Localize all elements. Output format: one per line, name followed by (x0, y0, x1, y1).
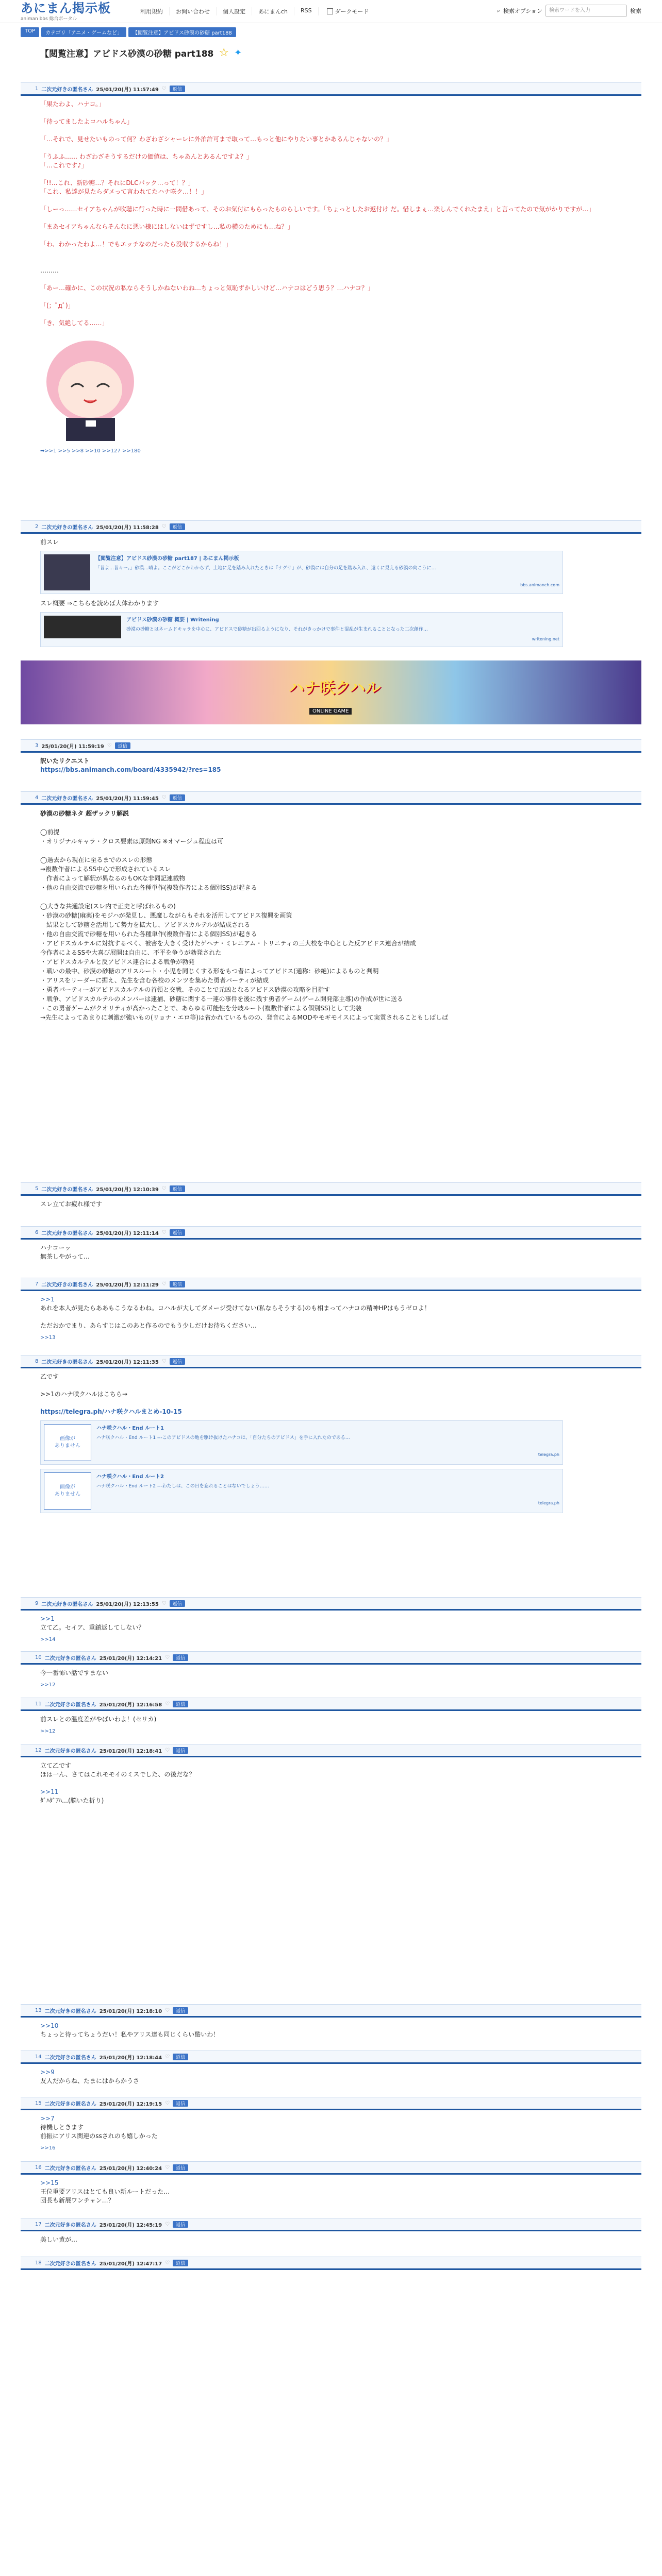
line: 「果たわよ、ハナコ。」 (40, 100, 105, 108)
poster-name: 二次元好きの匿名さん (41, 1601, 93, 1607)
like-icon[interactable]: ♡ (161, 1358, 167, 1364)
post-date: 25/01/20(月) 12:45:19 (99, 2222, 162, 2228)
line: ・アリスをリーダーに据え、先生を含む各校のメンツを集めた勇者パーティが結成 (40, 977, 269, 984)
like-icon[interactable]: ♡ (161, 1229, 167, 1235)
post-13 (21, 2004, 641, 2039)
line: 作者によって解釈が異なるのもOKな非同記連載物 (40, 875, 186, 882)
checkbox-icon[interactable] (327, 8, 333, 14)
post-number[interactable]: 15 (35, 2100, 42, 2106)
post-body (21, 753, 641, 774)
post-body (21, 805, 641, 1022)
line: ・他の自由交流で砂糖を用いられた各種単作(複数作者による個別SS)が起きる (40, 884, 257, 891)
advertisement-banner[interactable] (21, 660, 641, 724)
link-card-desc: ハナ咲クハル・End ルート1 ---このアビドスの地を駆け抜けたハナコは、「自分たちのアビドス」を手に入れたのである… (96, 1435, 350, 1440)
post-meta (21, 2097, 641, 2110)
search-input[interactable]: 検索ワードを入力 (545, 5, 627, 17)
like-icon[interactable]: ♡ (161, 1185, 167, 1192)
link-card-desc: 砂漠の砂糖とはネームドキャラを中心に、アビドスで砂糖が出回るようになり、それがきっかけで事件と混乱が生まれることとなった二次創作… (126, 627, 428, 632)
reply-button[interactable]: 返信 (173, 2100, 188, 2107)
reply-link[interactable]: >>13 (40, 1335, 56, 1341)
reply-button[interactable]: 返信 (173, 1747, 188, 1754)
post-number[interactable]: 12 (35, 1747, 42, 1753)
post-14 (21, 2050, 641, 2086)
breadcrumb (21, 27, 641, 37)
post-1 (21, 82, 641, 455)
poster-name: 二次元好きの匿名さん (44, 2008, 96, 2014)
post-date: 25/01/20(月) 12:40:24 (99, 2165, 162, 2172)
line: 立て乙です (40, 1762, 72, 1769)
link-card-url: bbs.animanch.com (520, 583, 559, 587)
thread-main (21, 46, 641, 2267)
post-date: 25/01/20(月) 11:59:19 (41, 743, 104, 750)
link-card-title: ハナ咲クハル・End ルート1 (96, 1426, 164, 1431)
line: ・勇者パーティーがアビドスカルテルの首領と交戦、そのことで元凶となるアビドス砂漠の攻略を目指す (40, 986, 330, 993)
line: ・他の自由交流で砂糖を用いられた各種単作(複数作者による個別SS)が起きる (40, 930, 257, 938)
post-meta (21, 1698, 641, 1711)
favorite-star-icon[interactable]: ☆ (219, 46, 229, 59)
line: 待機しときます (40, 2124, 84, 2131)
post-number[interactable]: 16 (35, 2164, 42, 2171)
like-icon[interactable]: ♡ (165, 2164, 170, 2171)
poster-name: 二次元好きの匿名さん (44, 1702, 96, 1708)
reply-link[interactable]: >>12 (40, 1682, 56, 1688)
like-icon[interactable]: ♡ (161, 1600, 167, 1606)
site-header (0, 0, 662, 23)
twitter-share-icon[interactable]: ✦ (234, 47, 242, 58)
poster-name: 二次元好きの匿名さん (44, 2261, 96, 2267)
like-icon[interactable]: ♡ (165, 2007, 170, 2013)
nav-terms[interactable]: 利用規約 (134, 7, 170, 15)
post-10 (21, 1651, 641, 1689)
post-number[interactable]: 14 (35, 2054, 42, 2060)
link-card[interactable] (40, 1469, 563, 1513)
like-icon[interactable]: ♡ (165, 1654, 170, 1660)
line: 団長も新展ワンチャン…？ (40, 2197, 114, 2204)
post-body (21, 1757, 641, 1805)
link-card-title: 【閲覧注意】アビドス砂漠の砂糖 part187 | あにまん掲示板 (95, 556, 239, 562)
line: →複数作者によるSS中心で形成されているスレ (40, 866, 171, 873)
like-icon[interactable]: ♡ (161, 86, 167, 92)
post-meta (21, 739, 641, 753)
post-body (21, 1240, 641, 1261)
post-number[interactable]: 7 (35, 1281, 39, 1287)
line: 訳いたリクエスト (40, 757, 90, 765)
nav-animanch[interactable]: あにまんch (252, 7, 294, 15)
post-date: 25/01/20(月) 11:59:45 (96, 795, 159, 802)
poster-name: 二次元好きの匿名さん (41, 87, 93, 93)
telegraph-link[interactable]: https://telegra.ph/ハナ咲クハルまとめ-10-15 (40, 1408, 182, 1415)
link-card[interactable] (40, 1420, 563, 1465)
post-body (21, 2231, 641, 2244)
no-image-placeholder: 画像が ありません (44, 1472, 91, 1510)
post-body (21, 96, 641, 455)
search-options-button[interactable]: 検索オプション (503, 8, 542, 14)
search-area (497, 5, 641, 17)
post-body (21, 2175, 641, 2205)
anchor-link[interactable]: >>1 (40, 1615, 55, 1622)
line: 王位重要アリスはとても良い新ルートだった… (40, 2188, 170, 2195)
line: 乙です (40, 1373, 59, 1380)
breadcrumb-thread[interactable]: 【閲覧注意】アビドス砂漠の砂糖 part188 (128, 27, 236, 37)
chibi-character-image[interactable] (40, 333, 141, 441)
line: >>1のハナ咲クハルはこちら→ (40, 1391, 128, 1398)
poster-name: 二次元好きの匿名さん (41, 1187, 93, 1193)
post-meta (21, 1355, 641, 1368)
post-3 (21, 739, 641, 774)
post-date: 25/01/20(月) 12:13:55 (96, 1601, 159, 1607)
poster-name: 二次元好きの匿名さん (44, 2055, 96, 2061)
line: ・戦いの最中、砂漠の砂糖のアリスルート・小児を同じくする形をもつ者によってアビドス(通称：砂絶)によるものと判明 (40, 968, 379, 975)
line: 「き、気絶してる……」 (40, 319, 108, 327)
line: 「…これです♪」 (40, 162, 88, 169)
post-date: 25/01/20(月) 12:11:35 (96, 1359, 159, 1365)
poster-name: 二次元好きの匿名さん (41, 1282, 93, 1288)
line: 「これ、私達が見たらダメって言われてたハナ咲ク…！！」 (40, 188, 208, 195)
post-12 (21, 1744, 641, 1805)
reply-button[interactable]: 返信 (173, 1654, 188, 1661)
post-reply-links[interactable]: ➡>>1 >>5 >>8 >>10 >>127 >>180 (40, 448, 141, 454)
poster-name: 二次元好きの匿名さん (41, 1230, 93, 1236)
link-card-title: アビドス砂漠の砂糖 概要 | Writening (126, 617, 219, 623)
poster-name: 二次元好きの匿名さん (44, 2165, 96, 2172)
reply-button[interactable]: 返信 (170, 1185, 185, 1192)
poster-name: 二次元好きの匿名さん (44, 1655, 96, 1662)
post-number[interactable]: 6 (35, 1229, 39, 1235)
nav-contact[interactable]: お問い合わせ (170, 7, 217, 15)
post-number[interactable]: 18 (35, 2260, 42, 2266)
reply-link[interactable]: >>16 (40, 2145, 56, 2151)
logo-subtitle: animan bbs 総合ポータル (21, 16, 77, 22)
line: 「待ってましたよコハルちゃん」 (40, 118, 134, 125)
line: 砂漠の砂糖ネタ 超ザックリ解説 (40, 810, 129, 817)
reply-button[interactable]: 返信 (170, 794, 185, 801)
link-card[interactable] (40, 551, 563, 594)
post-number[interactable]: 17 (35, 2221, 42, 2227)
line: 前スレ (40, 538, 59, 546)
like-icon[interactable]: ♡ (161, 794, 167, 801)
post-date: 25/01/20(月) 11:57:49 (96, 87, 159, 93)
line: →先生によってあまりに刺激が強いもの(リョナ・エロ等)は省かれているものの、発音によるMODやモギモイスによって実質されることもしばしば (40, 1014, 449, 1021)
post-date: 25/01/20(月) 12:18:10 (99, 2008, 162, 2014)
post-18 (21, 2257, 641, 2270)
anchor-link[interactable]: >>10 (40, 2022, 59, 2029)
line: ・砂漠の砂糖(麻薬)をモジハが発見し、悪魔しながらもそれを活用してアビドス復興を画策 (40, 912, 292, 919)
reply-button[interactable]: 返信 (170, 1281, 185, 1287)
link-card-thumbnail (44, 554, 90, 590)
reply-button[interactable]: 返信 (170, 1229, 185, 1236)
line: 友人だからね、たまにはからかうさ (40, 2077, 140, 2084)
post-meta (21, 1744, 641, 1757)
link-card-title: ハナ咲クハル・End ルート2 (96, 1474, 164, 1480)
post-2 (21, 520, 641, 647)
post-8 (21, 1355, 641, 1513)
like-icon[interactable]: ♡ (165, 2221, 170, 2227)
line: 「!!…これ、新砂糖…？それにDLCパック…って！？」 (40, 179, 194, 187)
post-number[interactable]: 9 (35, 1600, 39, 1606)
line: スレ概要 ⇒こちらを読めば大体わかります (40, 600, 159, 607)
banner-title: ハナ咲クハル (289, 679, 381, 697)
post-7 (21, 1278, 641, 1342)
reply-button[interactable]: 返信 (170, 1600, 185, 1607)
logo-title: あにまん掲示板 (21, 1, 111, 15)
post-date: 25/01/20(月) 12:47:17 (99, 2261, 162, 2267)
breadcrumb-top[interactable]: TOP (21, 27, 39, 37)
post-body (21, 1291, 641, 1342)
anchor-link[interactable]: >>1 (40, 1296, 55, 1303)
post-9 (21, 1597, 641, 1644)
site-logo[interactable] (21, 2, 119, 22)
post-body (21, 1665, 641, 1689)
post-body (21, 1368, 641, 1513)
like-icon[interactable]: ♡ (165, 2100, 170, 2106)
post-body (21, 2064, 641, 2086)
line: ……… (40, 267, 59, 274)
thread-title: 【閲覧注意】アビドス砂漠の砂糖 part188 (40, 49, 214, 59)
post-meta (21, 82, 641, 96)
line: 「あー…確かに、この状況の私ならそうしかねないわね…ちょっと気恥ずかしいけど…ハナコはどう思う？…ハナコ？」 (40, 284, 374, 292)
post-meta (21, 2050, 641, 2064)
like-icon[interactable]: ♡ (161, 523, 167, 530)
post-15 (21, 2097, 641, 2153)
like-icon[interactable]: ♡ (165, 2054, 170, 2060)
line: 無茶しやがって… (40, 1253, 90, 1260)
line: 結果として砂糖を活用して勢力を拡大し、アビドスカルテルが結成される (40, 921, 251, 928)
reply-button[interactable]: 返信 (173, 2007, 188, 2014)
post-16 (21, 2161, 641, 2205)
poster-name: 二次元好きの匿名さん (44, 2222, 96, 2228)
post-meta (21, 2218, 641, 2231)
post-date: 25/01/20(月) 11:58:28 (96, 524, 159, 531)
line: 今一番怖い話ですまない (40, 1669, 109, 1676)
post-number[interactable]: 10 (35, 1654, 42, 1660)
line: あれを本人が見たらああもこうなるわね。コハルが大してダメージ受けてない(私ならそうする)のも相まってハナコの精神HPはもうゼロよ！ (40, 1304, 431, 1312)
post-meta (21, 1651, 641, 1665)
post-meta (21, 1597, 641, 1611)
reply-link[interactable]: >>12 (40, 1728, 56, 1734)
line: 前振にアリス関連のssされのも嬉しかった (40, 2132, 158, 2140)
reply-button[interactable]: 返信 (170, 523, 185, 530)
poster-name: 二次元好きの匿名さん (41, 795, 93, 802)
post-number[interactable]: 11 (35, 1701, 42, 1707)
line: ◯大きな共通設定(スレ内で正史と呼ばれるもの) (40, 903, 176, 910)
line: ・この勇者ゲームがクオリティが高かったことで、あらゆる可能性を分岐ルート(複数作者による個別SS)として実装 (40, 1005, 362, 1012)
like-icon[interactable]: ♡ (165, 2260, 170, 2266)
line: ちょっと待ってちょうだい！私やアリス達も同じくらい酷いわ！ (40, 2031, 220, 2038)
line: ・アビドスカルテルと反アビドス連合による戦争が勃発 (40, 958, 195, 965)
thread-title-row (40, 46, 641, 59)
poster-name: 二次元好きの匿名さん (41, 524, 93, 531)
search-go-button[interactable]: 検索 (630, 8, 641, 14)
post-5 (21, 1182, 641, 1209)
post-body (21, 1196, 641, 1209)
post-date: 25/01/20(月) 12:18:41 (99, 1748, 162, 1754)
post-meta (21, 791, 641, 805)
line: 「(；ﾟдﾟ)」 (40, 302, 74, 309)
like-icon[interactable]: ♡ (161, 1281, 167, 1287)
line: ・戦争、アビドスカルテルのメンバーは逮捕、砂糖に関する一連の事件を後に残す勇者ゲーム(ゲーム開発部主導)の作成が世に送る (40, 995, 403, 1003)
line: 美しい黄が… (40, 2236, 78, 2243)
anchor-link[interactable]: >>15 (40, 2179, 59, 2187)
post-date: 25/01/20(月) 12:11:14 (96, 1230, 159, 1236)
line: ﾀﾞﾊﾀﾞｱﾊ…(脳いた折り) (40, 1797, 104, 1804)
post-number[interactable]: 8 (35, 1358, 39, 1364)
link-card-url: telegra.ph (538, 1452, 559, 1457)
post-body (21, 2110, 641, 2153)
link-card-url: writening.net (532, 637, 559, 641)
post-body (21, 1711, 641, 1736)
poster-name: 二次元好きの匿名さん (41, 1359, 93, 1365)
line: ◯前提 (40, 828, 60, 836)
poster-name: 二次元好きの匿名さん (44, 2101, 96, 2107)
reply-button[interactable]: 返信 (173, 1701, 188, 1707)
dark-mode-toggle[interactable] (327, 7, 369, 15)
line: 「うふふ…… わざわざそうするだけの価値は、ちゃあんとあるんですよ？」 (40, 153, 253, 160)
reply-button[interactable]: 返信 (173, 2164, 188, 2171)
link-card-url: telegra.ph (538, 1501, 559, 1505)
line: 立て乙。セイア、重鎮返してしない？ (40, 1624, 145, 1631)
post-body (21, 1611, 641, 1644)
link-card-desc: 「昔よ…昔々ー。」砂漠…晴よ。ここがどこかわからず、土地に足を踏み入れたときは『ナグサ』が、砂漠には自分の足を踏み入れ、遠くに見える砂漠の向こうに… (95, 566, 436, 571)
search-icon: ⌕ (496, 7, 500, 14)
reply-button[interactable]: 返信 (170, 86, 185, 92)
line: スレ立てお疲れ様です (40, 1200, 103, 1208)
thread-link[interactable]: https://bbs.animanch.com/board/4335942/?res=185 (40, 766, 221, 773)
post-11 (21, 1698, 641, 1736)
post-meta (21, 1182, 641, 1196)
poster-name: 二次元好きの匿名さん (44, 1748, 96, 1754)
post-date: 25/01/20(月) 12:11:29 (96, 1282, 159, 1288)
post-number[interactable]: 2 (35, 523, 39, 530)
line: ハナコーッ (40, 1244, 71, 1251)
link-card[interactable] (40, 612, 563, 647)
post-meta (21, 2004, 641, 2018)
reply-button[interactable]: 返信 (170, 1358, 185, 1365)
line: ほは一ん、さてはこれモモイのミスでした、の後だな？ (40, 1771, 195, 1778)
post-date: 25/01/20(月) 12:16:58 (99, 1702, 162, 1708)
post-number[interactable]: 1 (35, 86, 39, 92)
line: 前スレとの温度差がやばいわよ！(セリカ) (40, 1716, 157, 1723)
line: 「わ、わかったわよ…！でもエッチなのだったら没収するからね！」 (40, 241, 232, 248)
post-date: 25/01/20(月) 12:10:39 (96, 1187, 159, 1193)
nav-rss[interactable]: RSS (294, 7, 319, 15)
no-image-placeholder: 画像が ありません (44, 1424, 91, 1461)
post-17 (21, 2218, 641, 2244)
reply-button[interactable]: 返信 (173, 2221, 188, 2228)
post-date: 25/01/20(月) 12:18:44 (99, 2055, 162, 2061)
line: 「…それで、見せたいものって何？わざわざシャーレに外泊許可まで取って…もっと他にやりたい事とかあるんじゃないの？」 (40, 135, 393, 143)
post-date: 25/01/20(月) 12:14:21 (99, 1655, 162, 1662)
post-body (21, 2018, 641, 2039)
post-number[interactable]: 3 (35, 742, 39, 749)
reply-button[interactable]: 返信 (173, 2054, 188, 2060)
post-number[interactable]: 4 (35, 794, 39, 801)
anchor-link[interactable]: >>7 (40, 2115, 55, 2122)
breadcrumb-category[interactable]: カテゴリ「アニメ・ゲームなど」 (41, 27, 126, 37)
post-6 (21, 1226, 641, 1261)
line: ・オリジナルキャラ・クロス要素は原則NG ※オマージュ程度は可 (40, 838, 224, 845)
anchor-link[interactable]: >>11 (40, 1788, 59, 1795)
post-number[interactable]: 13 (35, 2007, 42, 2013)
like-icon[interactable]: ♡ (107, 742, 112, 749)
link-card-desc: ハナ咲クハル・End ルート2 ---わたしは、この日を忘れることはないでしょう…… (96, 1484, 269, 1489)
line: 今作者によるSSや大喜び展開は自由に、不平を争うが勃発された (40, 949, 222, 956)
post-meta (21, 2161, 641, 2175)
post-meta (21, 1226, 641, 1240)
like-icon[interactable]: ♡ (165, 1747, 170, 1753)
reply-button[interactable]: 返信 (115, 742, 130, 749)
line: ◯過去から現在に至るまでのスレの形態 (40, 856, 153, 863)
post-body (21, 534, 641, 647)
banner-subtitle: ONLINE GAME (309, 708, 352, 715)
post-meta (21, 520, 641, 534)
anchor-link[interactable]: >>9 (40, 2069, 55, 2076)
line: 「まあセイアちゃんならそんなに悪い様にはしないはずですし…私の横のためにも…ね？」 (40, 223, 294, 230)
dark-mode-label: ダークモード (335, 8, 369, 15)
post-4 (21, 791, 641, 1022)
line: ただおかでまり、あらすじはこのあと作るのでもう少しだけお待ちください… (40, 1322, 257, 1329)
line: 「しーっ……セイアちゃんが吹聴に行った時に一間借あって、そのお気付にもらったものらしいです。「ちょっとしたお返付け だ。惜しまぇ…楽しんでくれたまえ」と言ってたので気がかりですが…」 (40, 206, 595, 213)
link-card-thumbnail (44, 616, 121, 638)
reply-link[interactable]: >>14 (40, 1637, 56, 1642)
post-number[interactable]: 5 (35, 1185, 39, 1192)
like-icon[interactable]: ♡ (165, 1701, 170, 1707)
top-nav (134, 7, 319, 15)
nav-settings[interactable]: 個人設定 (217, 7, 252, 15)
reply-button[interactable]: 返信 (173, 2260, 188, 2266)
post-meta (21, 1278, 641, 1291)
line: ・アビドスカルテルに対抗するべく、被害を大きく受けたゲヘナ・ミレニアム・トリニティの三大校を中心とした反アビドス連合が結成 (40, 940, 416, 947)
post-meta (21, 2257, 641, 2270)
post-date: 25/01/20(月) 12:19:15 (99, 2101, 162, 2107)
